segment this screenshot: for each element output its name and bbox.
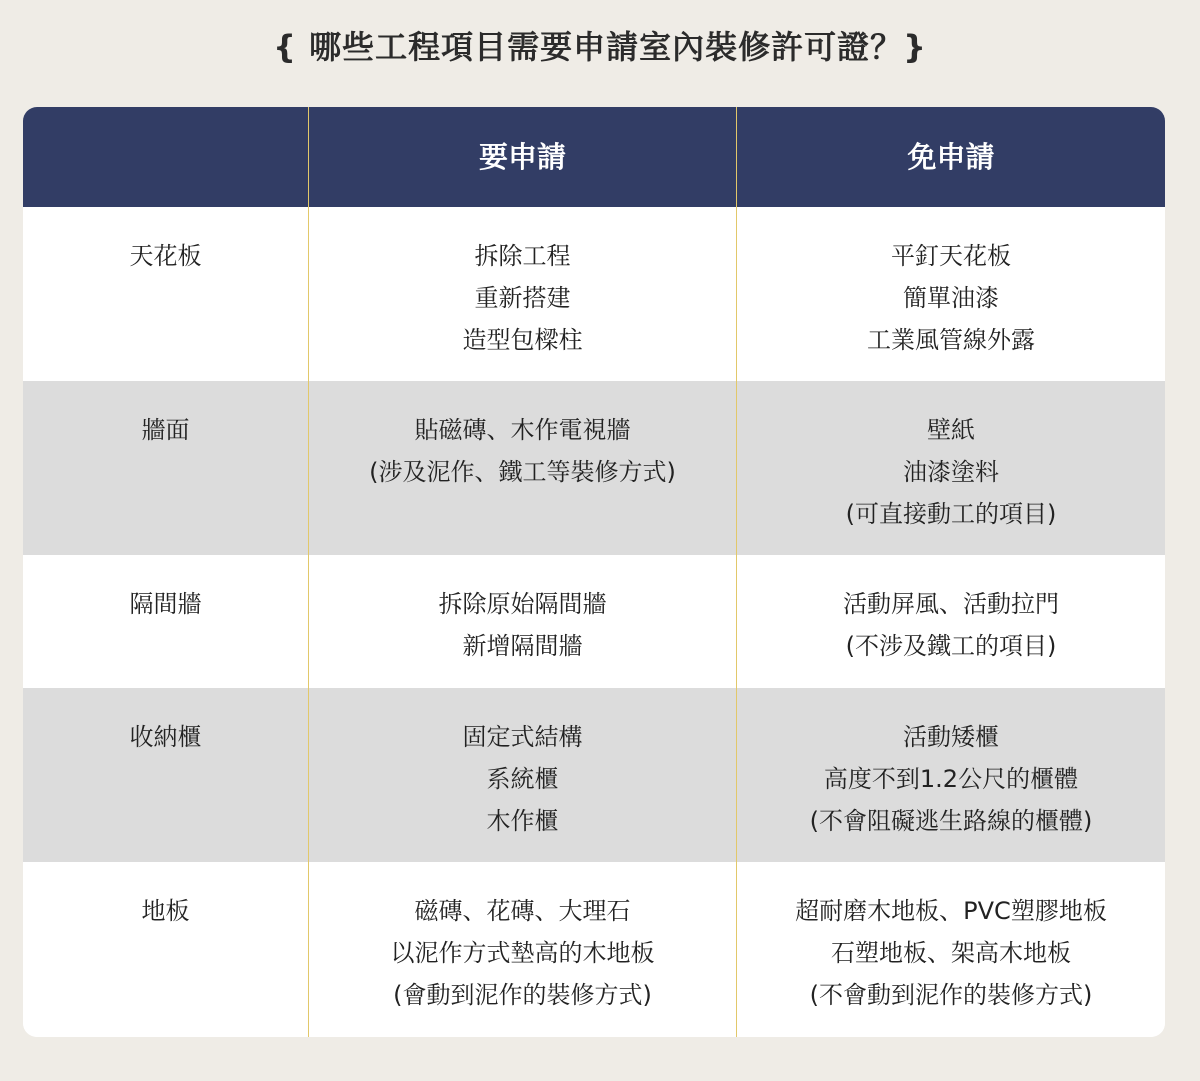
required-cell — [309, 688, 736, 862]
required-item: 磁磚、花磚、大理石 — [414, 897, 631, 925]
exempt-cell — [737, 688, 1165, 862]
exempt-item: 工業風管線外露 — [867, 326, 1035, 354]
required-item: 木作櫃 — [486, 807, 559, 835]
exempt-item: (不會動到泥作的裝修方式) — [809, 981, 1093, 1009]
required-item: (涉及泥作、鐵工等裝修方式) — [369, 458, 676, 486]
required-item: 系統櫃 — [486, 765, 559, 793]
exempt-item: (不會阻礙逃生路線的櫃體) — [809, 807, 1093, 835]
exempt-item: 石塑地板、架高木地板 — [831, 939, 1071, 967]
column-divider — [736, 107, 737, 1037]
table-row — [23, 207, 1165, 381]
category-label: 天花板 — [129, 242, 202, 270]
required-item: 以泥作方式墊高的木地板 — [390, 939, 655, 967]
required-item: 重新搭建 — [474, 284, 571, 312]
required-item: 貼磁磚、木作電視牆 — [414, 416, 631, 444]
exempt-item: 油漆塗料 — [903, 458, 999, 486]
exempt-cell — [737, 555, 1165, 688]
table-row — [23, 862, 1165, 1037]
category-label: 隔間牆 — [129, 590, 202, 618]
table-row — [23, 555, 1165, 688]
required-cell — [309, 862, 736, 1037]
category-cell — [23, 555, 308, 688]
required-item: 新增隔間牆 — [462, 632, 583, 660]
category-cell — [23, 688, 308, 862]
required-cell — [309, 555, 736, 688]
category-label: 收納櫃 — [129, 723, 202, 751]
exempt-item: 壁紙 — [927, 416, 975, 444]
permit-table — [23, 107, 1165, 1037]
exempt-item: 活動矮櫃 — [903, 723, 999, 751]
required-item: 拆除工程 — [474, 242, 571, 270]
required-item: 造型包樑柱 — [462, 326, 583, 354]
exempt-cell — [737, 207, 1165, 381]
exempt-item: 活動屏風、活動拉門 — [843, 590, 1059, 618]
exempt-item: 超耐磨木地板、PVC塑膠地板 — [795, 897, 1107, 925]
column-divider — [308, 107, 309, 1037]
exempt-item: (不涉及鐵工的項目) — [845, 632, 1057, 660]
header-cell-required: 要申請 — [478, 140, 566, 174]
required-item: 拆除原始隔間牆 — [438, 590, 607, 618]
category-cell — [23, 381, 308, 555]
table-header-row — [23, 107, 1165, 207]
required-cell — [309, 381, 736, 555]
required-item: (會動到泥作的裝修方式) — [393, 981, 652, 1009]
exempt-cell — [737, 381, 1165, 555]
exempt-cell — [737, 862, 1165, 1037]
required-cell — [309, 207, 736, 381]
table-row — [23, 381, 1165, 555]
category-label: 地板 — [141, 897, 190, 925]
category-cell — [23, 207, 308, 381]
header-cell-exempt: 免申請 — [907, 140, 995, 174]
exempt-item: 平釘天花板 — [891, 242, 1011, 270]
category-cell — [23, 862, 308, 1037]
category-label: 牆面 — [141, 416, 190, 444]
exempt-item: 簡單油漆 — [903, 284, 999, 312]
header-cell-category — [23, 107, 308, 207]
page-title: { 哪些工程項目需要申請室內裝修許可證？} — [273, 28, 927, 66]
table-row — [23, 688, 1165, 862]
required-item: 固定式結構 — [462, 723, 583, 751]
exempt-item: 高度不到1.2公尺的櫃體 — [823, 765, 1079, 793]
exempt-item: (可直接動工的項目) — [845, 500, 1057, 528]
